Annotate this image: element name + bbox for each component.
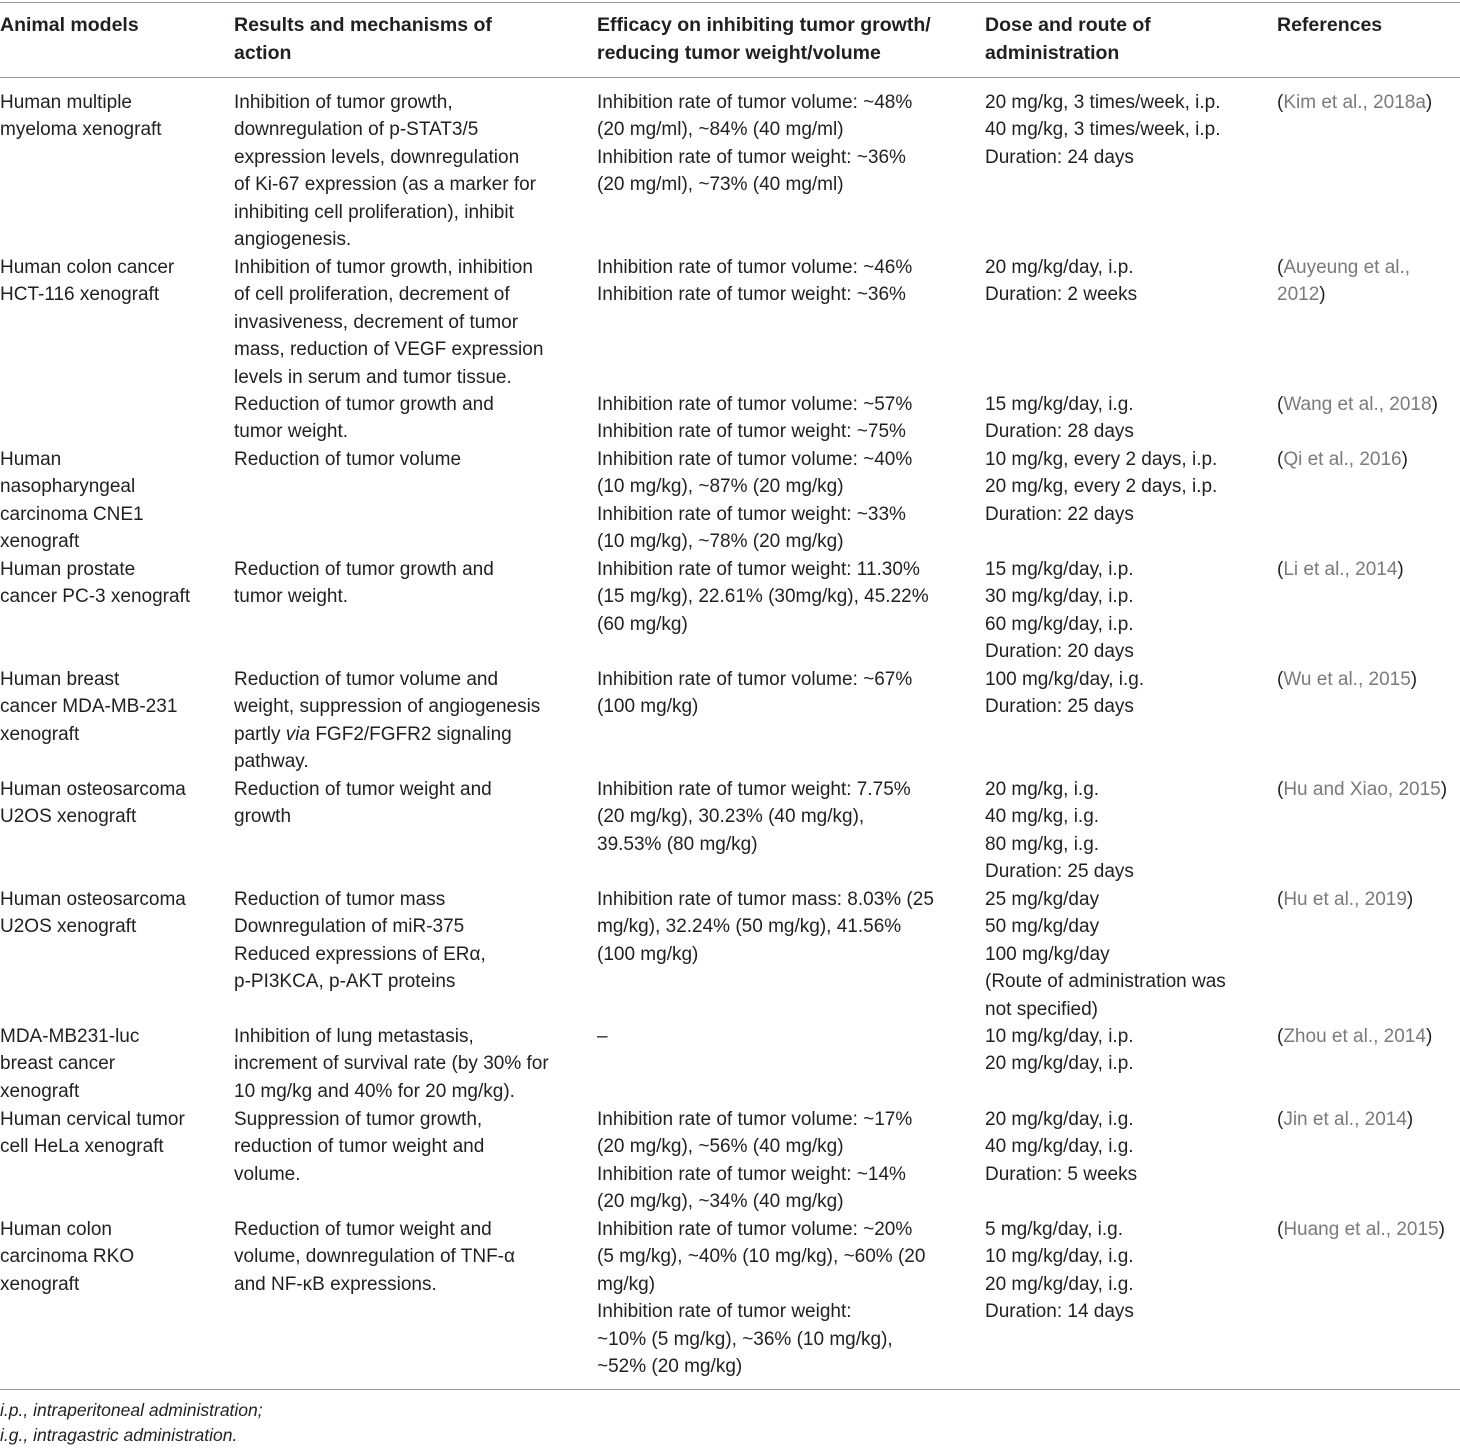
cell-efficacy: Inhibition rate of tumor volume: ~57% Inhibition rate of tumor weight: ~75% — [597, 394, 913, 443]
cell-results — [234, 666, 540, 776]
cell-model: Human breast cancer MDA-MB-231 xenograft — [0, 669, 178, 745]
cell-reference: (Wang et al., 2018) — [1277, 394, 1438, 415]
cell-efficacy: Inhibition rate of tumor mass: 8.03% (25 mg/kg), 32.24% (50 mg/kg), 41.56% (100 mg/kg) — [597, 889, 934, 965]
reference-link[interactable]: Zhou et al., 2014 — [1283, 1026, 1426, 1047]
results-text: Reduction of tumor volume and weight, suppression of angiogenesis partly — [234, 669, 541, 745]
header-rule — [0, 77, 1460, 78]
reference-link[interactable]: Huang et al., 2015 — [1283, 1219, 1439, 1240]
cell-results: Suppression of tumor growth, reduction of tumor weight and volume. — [234, 1109, 485, 1185]
cell-reference: (Qi et al., 2016) — [1277, 449, 1408, 470]
table-bottom-rule — [0, 1389, 1460, 1390]
results-via: via — [285, 723, 311, 745]
cell-reference: (Hu and Xiao, 2015) — [1277, 779, 1448, 800]
reference-link[interactable]: Li et al., 2014 — [1283, 559, 1398, 580]
cell-reference: (Auyeung et al., 2012) — [1277, 257, 1411, 306]
cell-results: Inhibition of lung metastasis, increment of survival rate (by 30% for 10 mg/kg and 40% for 20 mg/kg). — [234, 1026, 549, 1102]
cell-reference: (Wu et al., 2015) — [1277, 669, 1418, 690]
cell-model: Human colon carcinoma RKO xenograft — [0, 1219, 135, 1295]
cell-model: Human osteosarcoma U2OS xenograft — [0, 779, 186, 828]
cell-reference: (Hu et al., 2019) — [1277, 889, 1414, 910]
cell-reference: (Li et al., 2014) — [1277, 559, 1404, 580]
cell-results: Reduction of tumor growth and tumor weight. — [234, 559, 494, 608]
header-efficacy: Efficacy on inhibiting tumor growth/ reducing tumor weight/volume — [597, 14, 931, 64]
cell-model: Human nasopharyngeal carcinoma CNE1 xenograft — [0, 449, 144, 553]
cell-dose: 5 mg/kg/day, i.g. 10 mg/kg/day, i.g. 20 mg/kg/day, i.g. Duration: 14 days — [985, 1219, 1134, 1323]
table-top-rule — [0, 2, 1460, 3]
cell-results: Reduction of tumor volume — [234, 449, 462, 470]
cell-results: Inhibition of tumor growth, downregulation of p-STAT3/5 expression levels, downregulation of Ki-67 expression (as a marker for inhibiting cell proliferation), inhibit angiogenesis. — [234, 92, 537, 251]
cell-results: Reduction of tumor weight and growth — [234, 779, 492, 828]
cell-model: MDA-MB231-luc breast cancer xenograft — [0, 1026, 140, 1102]
reference-link[interactable]: Qi et al., 2016 — [1283, 449, 1402, 470]
cell-efficacy: – — [597, 1026, 608, 1047]
cell-results: Inhibition of tumor growth, inhibition of cell proliferation, decrement of invasiveness, decrement of tumor mass, reduction of VEGF expression levels in serum and tumor tissue. — [234, 257, 544, 388]
cell-dose: 25 mg/kg/day 50 mg/kg/day 100 mg/kg/day (Route of administration was not specified) — [985, 889, 1226, 1020]
header-references: References — [1277, 14, 1383, 36]
reference-link[interactable]: Wang et al., 2018 — [1283, 394, 1432, 415]
cell-model: Human colon cancer HCT-116 xenograft — [0, 257, 175, 306]
reference-link[interactable]: Wu et al., 2015 — [1283, 669, 1411, 690]
cell-efficacy: Inhibition rate of tumor volume: ~46% Inhibition rate of tumor weight: ~36% — [597, 257, 913, 306]
cell-reference: (Kim et al., 2018a) — [1277, 92, 1433, 113]
cell-efficacy: Inhibition rate of tumor volume: ~17% (20 mg/kg), ~56% (40 mg/kg) Inhibition rate of tumor weight: ~14% (20 mg/kg), ~34% (40 mg/kg) — [597, 1109, 913, 1213]
cell-dose: 20 mg/kg/day, i.p. Duration: 2 weeks — [985, 257, 1138, 306]
cell-dose: 20 mg/kg, 3 times/week, i.p. 40 mg/kg, 3 times/week, i.p. Duration: 24 days — [985, 92, 1221, 168]
cell-efficacy: Inhibition rate of tumor volume: ~67% (100 mg/kg) — [597, 669, 913, 718]
cell-reference: (Zhou et al., 2014) — [1277, 1026, 1433, 1047]
header-animal-models: Animal models — [0, 14, 139, 36]
cell-efficacy: Inhibition rate of tumor weight: 11.30% (15 mg/kg), 22.61% (30mg/kg), 45.22% (60 mg/kg) — [597, 559, 929, 635]
cell-dose: 15 mg/kg/day, i.p. 30 mg/kg/day, i.p. 60 mg/kg/day, i.p. Duration: 20 days — [985, 559, 1134, 663]
cell-dose: 15 mg/kg/day, i.g. Duration: 28 days — [985, 394, 1134, 443]
cell-results: Reduction of tumor weight and volume, downregulation of TNF-α and NF-κB expressions. — [234, 1219, 515, 1295]
cell-efficacy: Inhibition rate of tumor volume: ~20% (5 mg/kg), ~40% (10 mg/kg), ~60% (20 mg/kg) Inhibition rate of tumor weight: ~10% (5 mg/kg), ~36% (10 mg/kg), ~52% (20 mg/kg) — [597, 1219, 926, 1378]
cell-reference: (Huang et al., 2015) — [1277, 1219, 1445, 1240]
reference-link[interactable]: Hu et al., 2019 — [1283, 889, 1407, 910]
cell-results: Reduction of tumor mass Downregulation of miR-375 Reduced expressions of ERα, p-PI3KCA, p-AKT proteins — [234, 889, 486, 993]
cell-dose: 10 mg/kg, every 2 days, i.p. 20 mg/kg, every 2 days, i.p. Duration: 22 days — [985, 449, 1218, 525]
cell-dose: 20 mg/kg/day, i.g. 40 mg/kg/day, i.g. Duration: 5 weeks — [985, 1109, 1138, 1185]
footnote-ig: i.g., intragastric administration. — [0, 1425, 238, 1445]
reference-link[interactable]: Hu and Xiao, 2015 — [1283, 779, 1441, 800]
cell-model: Human cervical tumor cell HeLa xenograft — [0, 1109, 185, 1158]
cell-model: Human prostate cancer PC-3 xenograft — [0, 559, 191, 608]
reference-link[interactable]: Jin et al., 2014 — [1283, 1109, 1407, 1130]
cell-efficacy: Inhibition rate of tumor volume: ~40% (10 mg/kg), ~87% (20 mg/kg) Inhibition rate of tumor weight: ~33% (10 mg/kg), ~78% (20 mg/kg) — [597, 449, 913, 553]
footnote-ip: i.p., intraperitoneal administration; — [0, 1400, 263, 1420]
cell-dose: 100 mg/kg/day, i.g. Duration: 25 days — [985, 669, 1145, 718]
cell-efficacy: Inhibition rate of tumor volume: ~48% (20 mg/ml), ~84% (40 mg/ml) Inhibition rate of tumor weight: ~36% (20 mg/ml), ~73% (40 mg/ml) — [597, 92, 913, 196]
cell-efficacy: Inhibition rate of tumor weight: 7.75% (20 mg/kg), 30.23% (40 mg/kg), 39.53% (80 mg/kg) — [597, 779, 911, 855]
cell-model: Human multiple myeloma xenograft — [0, 92, 162, 141]
cell-dose: 10 mg/kg/day, i.p. 20 mg/kg/day, i.p. — [985, 1026, 1134, 1075]
cell-dose: 20 mg/kg, i.g. 40 mg/kg, i.g. 80 mg/kg, i.g. Duration: 25 days — [985, 779, 1134, 883]
results-text: FGF2/FGFR2 signaling pathway. — [234, 723, 512, 773]
reference-link[interactable]: Kim et al., 2018a — [1283, 92, 1426, 113]
cell-reference: (Jin et al., 2014) — [1277, 1109, 1414, 1130]
reference-link[interactable]: Auyeung et al., 2012 — [1277, 257, 1411, 306]
cell-model: Human osteosarcoma U2OS xenograft — [0, 889, 186, 938]
header-results: Results and mechanisms of action — [234, 14, 492, 64]
cell-results: Reduction of tumor growth and tumor weight. — [234, 394, 494, 443]
header-dose: Dose and route of administration — [985, 14, 1151, 64]
